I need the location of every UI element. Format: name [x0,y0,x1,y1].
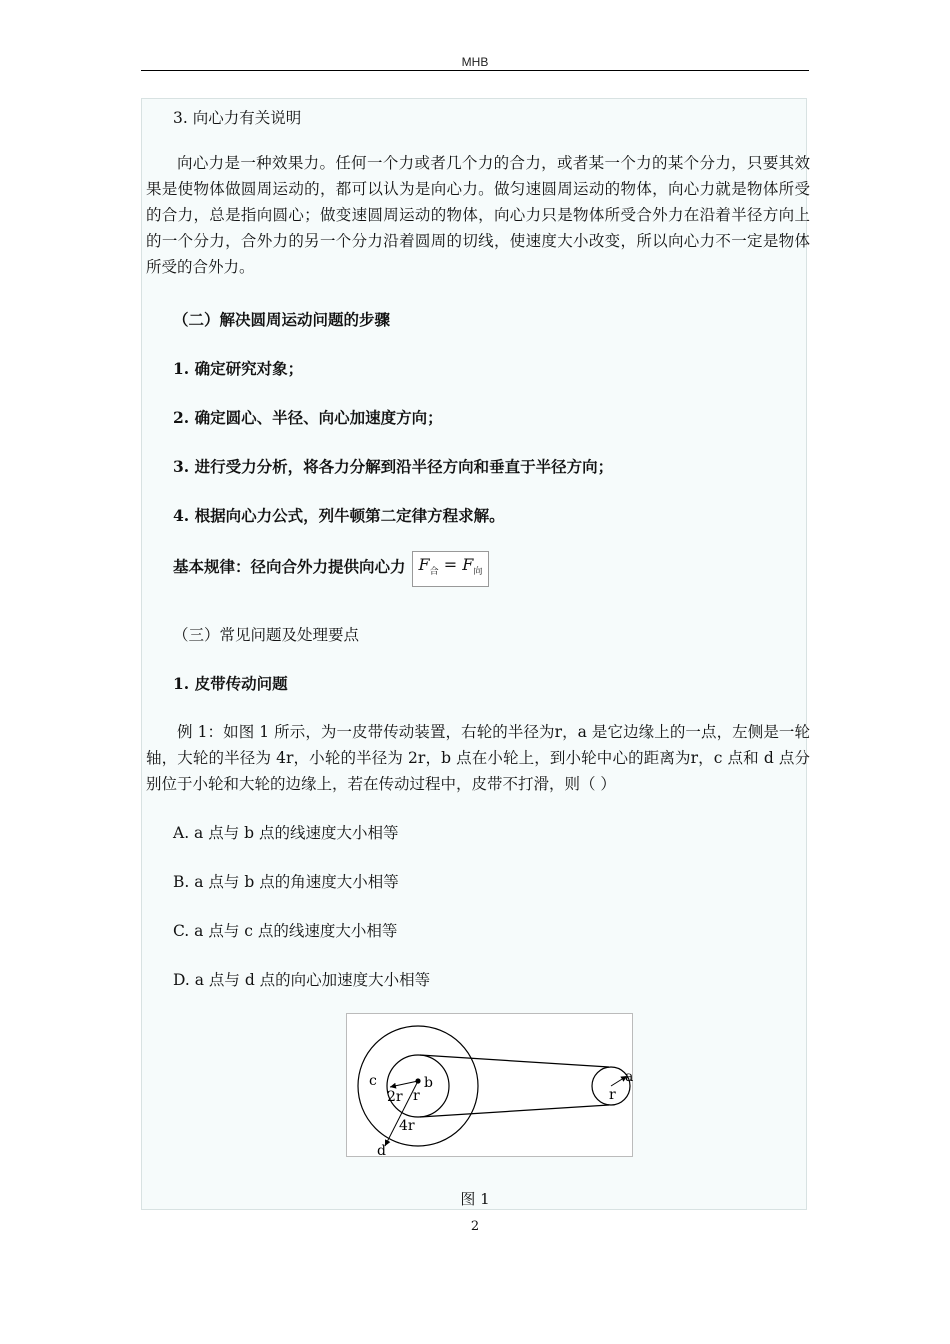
example-text: 例 1：如图 1 所示，为一皮带传动装置，右轮的半径为r，a 是它边缘上的一点，左侧是一轮轴，大轮的半径为 4r，小轮的半径为 2r，b 点在小轮上，到小轮中心的距离为r，c 点和 d 点分别位于小轮和大轮的边缘上，若在传动过程中，皮带不打滑，则（ ） [146,723,810,793]
section3-paragraph: 向心力是一种效果力。任何一个力或者几个力的合力，或者某一个力的某个分力，只要其效果是使物体做圆周运动的，都可以认为是向心力。做匀速圆周运动的物体，向心力就是物体所受的合力，总是指向圆心；做变速圆周运动的物体，向心力只是物体所受合外力在沿着半径方向上的一个分力，合外力的另一个分力沿着圆周的切线，使速度大小改变，所以向心力不一定是物体所受的合外力。 [146,154,810,276]
step-item: 4. 根据向心力公式，列牛顿第二定律方程求解。 [173,506,505,525]
label-a: a [625,1069,634,1085]
belt-figure [346,1013,633,1157]
option-a: A. a 点与 b 点的线速度大小相等 [173,824,399,842]
page-header: MHB [461,55,489,69]
label-4r: 4r [399,1118,415,1134]
radius-c [390,1081,418,1087]
option-d: D. a 点与 d 点的向心加速度大小相等 [173,971,431,989]
content-panel [141,98,810,1210]
header-rule [141,70,809,71]
label-b: b [424,1075,433,1091]
label-c: c [369,1073,377,1089]
basic-rule [173,551,489,587]
step-item: 2. 确定圆心、半径、向心加速度方向； [173,408,443,427]
steps-title: （二）解决圆周运动问题的步骤 [173,310,391,329]
belt-title: 1. 皮带传动问题 [173,674,288,693]
label-2r: 2r [387,1089,403,1105]
step-item: 3. 进行受力分析，将各力分解到沿半径方向和垂直于半径方向； [173,457,614,476]
belt-top [420,1055,609,1067]
option-b: B. a 点与 b 点的角速度大小相等 [173,873,399,891]
formula-image: $F_合 = F_向$ [412,551,490,587]
belt-diagram [347,1014,634,1159]
figure-caption: 图 1 [460,1190,490,1208]
belt-bottom [420,1105,609,1117]
page-number: 2 [470,1219,480,1234]
label-r-right: r [609,1087,616,1103]
option-c: C. a 点与 c 点的线速度大小相等 [173,922,398,940]
common-title: （三）常见问题及处理要点 [173,626,360,644]
label-r-small: r [413,1088,420,1104]
section3-title: 3. 向心力有关说明 [173,109,302,127]
step-item: 1. 确定研究对象； [173,359,304,378]
label-d: d [377,1143,386,1159]
basic-rule-label: 基本规律：径向合外力提供向心力 [173,557,406,576]
